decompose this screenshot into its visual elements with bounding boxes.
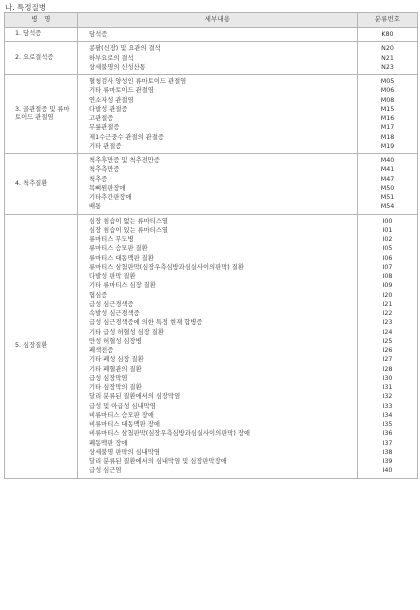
specific-disease-table: [4, 12, 418, 479]
disease-group-row: [5, 214, 418, 478]
detail-item: 비류마티스 삼첨판막(심장우측심방과심실사이의판막) 장애: [89, 430, 250, 438]
classification-code: I09: [382, 282, 393, 290]
classification-code: I39: [382, 458, 393, 465]
disease-group-row: [5, 75, 418, 154]
detail-item: 류마티스 승모판 질환: [89, 245, 148, 253]
classification-code: I27: [382, 356, 393, 364]
disease-name: 4. 척추질환: [15, 179, 48, 187]
detail-item: 기타 심장막의 질환: [89, 384, 142, 391]
classification-code-cell: [358, 28, 418, 42]
classification-code: N21: [381, 54, 394, 62]
detail-item: 상세불명 판막의 심내막염: [89, 448, 160, 456]
classification-code: I02: [382, 236, 393, 243]
detail-item: 만성 허혈성 심장병: [89, 337, 142, 345]
classification-code: I23: [382, 319, 393, 327]
header-details: 세부내용: [78, 13, 358, 28]
disease-name-cell: [5, 75, 78, 154]
disease-name-cell: [5, 214, 78, 478]
detail-item: 급성 심근경색증에 의한 특정 현재 합병증: [89, 319, 203, 327]
detail-item: 폐동맥판 장애: [89, 439, 128, 447]
classification-code: M15: [380, 105, 395, 113]
disease-name-cell: [5, 28, 78, 42]
classification-code: I31: [382, 384, 393, 391]
detail-item: 고관절증: [89, 115, 114, 122]
classification-code: I35: [382, 421, 393, 428]
classification-code: I22: [382, 310, 393, 317]
classification-code: M16: [380, 115, 395, 122]
disease-name: 2. 요로결석증: [15, 53, 54, 61]
disease-group-row: [5, 42, 418, 75]
classification-code: I32: [382, 393, 393, 401]
detail-item: 척추측만증: [89, 166, 120, 174]
classification-code: I34: [382, 411, 393, 419]
disease-name-cell: [5, 154, 78, 215]
disease-details-cell: [78, 28, 358, 42]
detail-item: 심장 침습이 없는 류마티스열: [89, 217, 168, 225]
classification-code: N20: [381, 45, 394, 53]
detail-item: 기타추간판장애: [89, 194, 132, 201]
classification-code: M51: [380, 194, 395, 201]
detail-item: 달리 분류된 질환에서의 심내막염 및 심장판막장애: [89, 458, 227, 465]
detail-item: 기타 류마티스 심장 질환: [89, 282, 156, 290]
disease-details-cell: [78, 154, 358, 215]
classification-code: M41: [380, 166, 395, 174]
disease-name: 1. 담석증: [15, 30, 42, 38]
detail-item: 무릎관절증: [89, 124, 120, 132]
classification-code: M08: [380, 96, 395, 104]
section-heading: 나. 특정질병: [5, 3, 46, 12]
classification-code: I40: [382, 467, 393, 475]
classification-code: I07: [382, 263, 393, 271]
classification-code: I00: [382, 217, 393, 225]
detail-item: 달리 분류된 질환에서의 심장막염: [89, 393, 181, 401]
classification-code: M40: [380, 157, 395, 164]
detail-item: 콩팥(신장) 및 요관의 결석: [89, 45, 161, 53]
detail-item: 배통: [89, 203, 102, 211]
classification-code: M05: [380, 78, 395, 85]
detail-item: 협심증: [89, 291, 108, 299]
detail-item: 기타 류마토이드 관절염: [89, 87, 154, 95]
detail-item: 기타 폐혈관의 질환: [89, 365, 142, 373]
header-code: 분류번호: [358, 13, 418, 28]
disease-details-cell: [78, 75, 358, 154]
detail-item: 심장 침습이 있는 류마티스열: [89, 226, 168, 234]
detail-item: 다발성 관절증: [89, 105, 128, 113]
detail-item: 류마티스 대동맥판 질환: [89, 254, 154, 262]
classification-code: M50: [380, 184, 395, 192]
classification-code: M54: [380, 203, 395, 211]
classification-code: N23: [381, 63, 394, 71]
classification-code: I06: [382, 254, 393, 262]
classification-code: I08: [382, 273, 393, 280]
detail-item: 급성 심장막염: [89, 374, 128, 382]
classification-code: I01: [382, 226, 393, 234]
detail-item: 담석증: [89, 31, 108, 38]
classification-code: K80: [381, 31, 394, 38]
classification-code-cell: [358, 42, 418, 75]
disease-details-cell: [78, 214, 358, 478]
detail-item: 목뼈원판장애: [89, 184, 126, 192]
classification-code: I38: [382, 448, 393, 456]
detail-item: 척추증: [89, 175, 108, 183]
classification-code: I25: [382, 337, 393, 345]
detail-item: 급성 심근경색증: [89, 300, 134, 308]
detail-item: 류마티스 무도병: [89, 236, 134, 243]
classification-code: I36: [382, 430, 393, 438]
classification-code: M19: [380, 142, 395, 150]
disease-name: 5. 심장질환: [15, 341, 48, 349]
disease-name: 3. 골관절증 및 류마토이드 관절염: [15, 105, 70, 121]
detail-item: 제1수근중수 관절의 관절증: [89, 133, 164, 141]
detail-item: 하부요로의 결석: [89, 54, 134, 62]
classification-code: M18: [380, 133, 395, 141]
detail-item: 기타 관절증: [89, 142, 122, 150]
detail-item: 혈청검사 양성인 류마토이드 관절염: [89, 78, 187, 85]
detail-item: 급성 심근염: [89, 467, 122, 475]
detail-item: 류마티스 삼첨판막(심장우측심방과심실사이의판막) 질환: [89, 263, 244, 271]
classification-code: M06: [380, 87, 395, 95]
detail-item: 급성 및 아급성 심내막염: [89, 402, 156, 410]
detail-item: 다발성 판막 질환: [89, 273, 136, 280]
disease-group-row: [5, 28, 418, 42]
detail-item: 기타 급성 허혈성 심장 질환: [89, 328, 164, 336]
detail-item: 비류마티스 승모판 장애: [89, 411, 154, 419]
detail-item: 상세불명의 신성산통: [89, 63, 146, 71]
classification-code: I28: [382, 365, 393, 373]
detail-item: 폐색전증: [89, 347, 114, 354]
classification-code: I26: [382, 347, 393, 354]
table-header-row: [5, 13, 418, 28]
disease-group-row: [5, 154, 418, 215]
classification-code: I30: [382, 374, 393, 382]
detail-item: 기타 폐성 심장 질환: [89, 356, 144, 364]
header-disease-name: 병 명: [5, 13, 78, 28]
classification-code: I20: [382, 291, 393, 299]
classification-code: I21: [382, 300, 393, 308]
classification-code-cell: [358, 214, 418, 478]
classification-code-cell: [358, 154, 418, 215]
disease-name-cell: [5, 42, 78, 75]
classification-code: M17: [380, 124, 395, 132]
classification-code: I24: [382, 328, 393, 336]
detail-item: 속발성 심근경색증: [89, 310, 140, 317]
classification-code: I37: [382, 439, 393, 447]
detail-item: 척추후만증 및 척추전만증: [89, 157, 160, 164]
classification-code: I33: [382, 402, 393, 410]
classification-code: M47: [380, 175, 395, 183]
classification-code: I05: [382, 245, 393, 253]
classification-code-cell: [358, 75, 418, 154]
disease-details-cell: [78, 42, 358, 75]
detail-item: 연소자성 관절염: [89, 96, 134, 104]
detail-item: 비류마티스 대동맥판 장애: [89, 421, 160, 428]
